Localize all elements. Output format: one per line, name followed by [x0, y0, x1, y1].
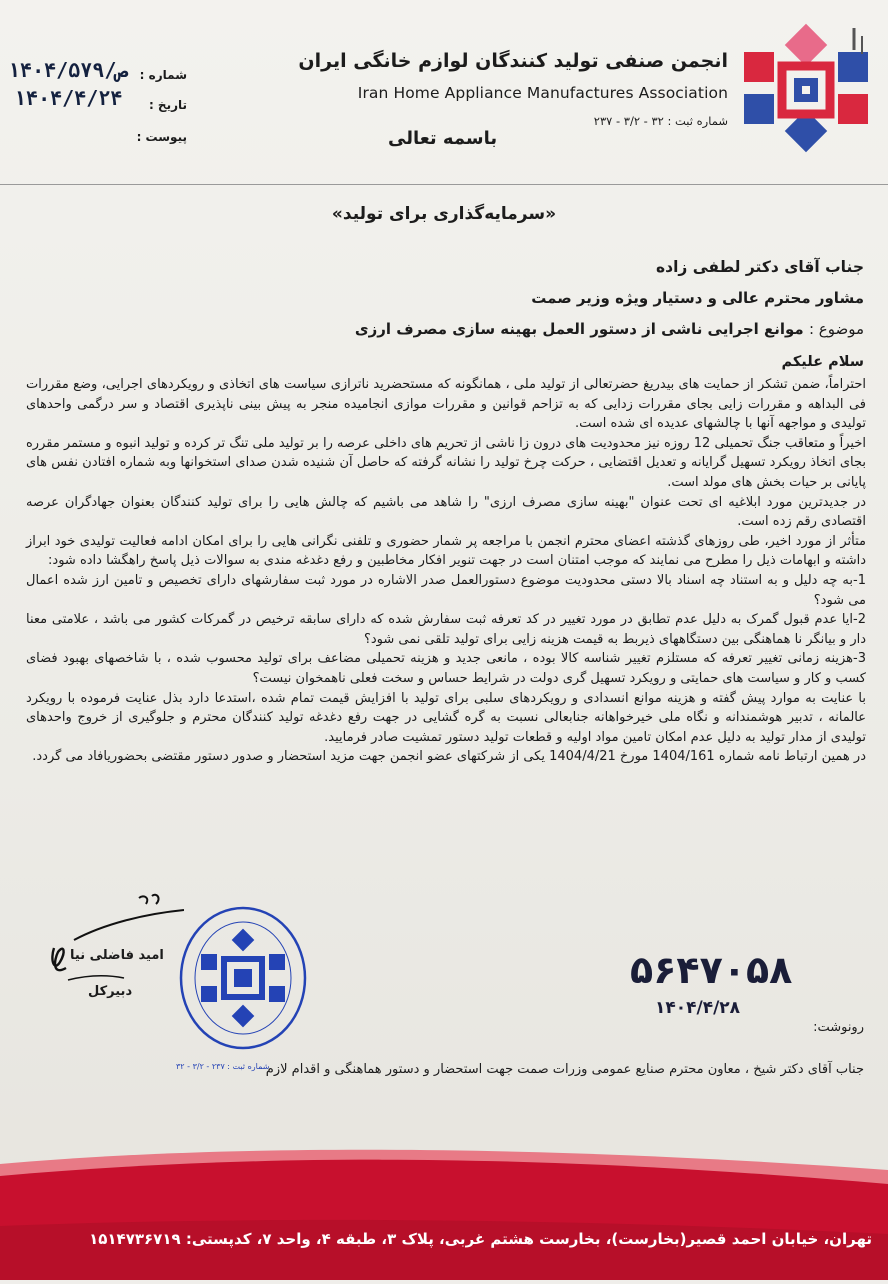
stamp-caption: شماره ثبت : ۲۳۷ - ۳/۲ - ۳۲: [176, 1062, 270, 1071]
cc-label: رونوشت:: [813, 1020, 864, 1035]
greeting: سلام علیکم: [781, 354, 864, 370]
body-paragraph-request: با عنایت به موارد پیش گفته و هزینه موانع انسدادی و رویکردهای سلبی برای تولید با افزایش قیمت تمام شده ،استدعا دارد بذل عنایت فرموده با رویکرد عالمانه ، تدبیر هوشمندانه و نگاه ملی خیرخواهانه جنابعالی نسبت به گره گشایی در جهت رفع دغدغه تولید کنندگان محترم و جلوگیری از خروج واحدهای تولیدی از مدار تولید به دلیل عدم امکان تامین مواد اولیه و قطعات تولید دستور تمشیت صادر فرمایید.: [26, 690, 866, 745]
subject-label: موضوع :: [808, 320, 864, 338]
cc-text: جناب آقای دکتر شیخ ، معاون محترم صنایع عمومی وزرات صمت جهت استحضار و دستور هماهنگی و اقدام لازم: [265, 1062, 864, 1077]
attachment-label: پیوست :: [136, 130, 187, 144]
registration-number: [594, 114, 728, 128]
body-paragraph-attachment: در همین ارتباط نامه شماره 1404/161 مورخ 1404/4/21 یکی از شرکتهای عضو انجمن جهت مزید استحضار و صدور دستور مقتضی بحضوریافاد می گردد.: [32, 749, 866, 765]
official-stamp: [168, 898, 318, 1078]
year-slogan: «سرمایه‌گذاری برای تولید»: [331, 204, 557, 224]
body-question-2: 2-ایا عدم قبول گمرک به دلیل عدم تطابق در مورد تغییر در کد تعرفه ثبت سفارش شده که دارای سابقه ترخیص در گمرکات کشور می باشد ، علامتی معنا دار و بیانگر نا هماهنگی بین دستگاههای ذیربط به قیمت هزینه زایی برای تولید تلقی نمی شود؟: [26, 612, 866, 647]
org-name-fa: انجمن صنفی تولید کنندگان لوازم خانگی ایران: [298, 50, 728, 72]
body-paragraph-directive: در جدیدترین مورد ابلاغیه ای تحت عنوان "بهینه سازی مصرف ارزی" را شاهد می باشیم که چالش هایی را برای تولید کنندگان بعنوان جهادگران عرصه اقتصادی رقم زده است.: [26, 494, 866, 530]
received-number: ۵۶۴۷۰۵۸: [630, 948, 793, 992]
body-paragraph-war: اخیراً و متعاقب جنگ تحمیلی 12 روزه نیز محدودیت های درون زا ناشی از تحریم های داخلی عرصه را بر تولید ملی تنگ تر کرده و تولید انبوه و مستمر مقرره بجای اتخاذ رویکرد تسهیل گرایانه و تعدیل اقتضایی ، حرکت چرخ تولید را نشانه گرفته که حاصل آن شنیده شدن صدای استخوانها وبه شماره افتادن نفس های پایانی بر حیات بخش های مولد است.: [26, 435, 866, 490]
footer-band: [0, 1140, 888, 1280]
body-paragraph-intro: احتراماً، ضمن تشکر از حمایت های بیدریغ حضرتعالی از تولید ملی ، همانگونه که مستحضرید ناترازی سیاست های اتخاذی و رویکردهای اجرایی، وضع مقررات فی البداهه و مقررات زایی بجای مقررات زدایی که به تزاحم قوانین و مقررات موازی انجامیده منجر به پیش بینی ناپذیری اقتصاد و سر درگمی واحدهای تولیدی و مواجهه آنها با چالشهای عدیده ای شده است.: [26, 377, 866, 432]
signatory-name: امید فاضلی نیا: [70, 948, 164, 963]
org-name-en: Iran Home Appliance Manufactures Association: [357, 84, 728, 102]
number-value: ۱۴۰۴/ص/۵۷۹: [8, 58, 129, 82]
footer-address: تهران، خیابان احمد قصیر(بخارست)، بخارست هشتم غربی، پلاک ۳، طبقه ۴، واحد ۷، کدپستی: ۱۵۱۴۷۳۶۷۱۹: [89, 1230, 872, 1248]
letter-body: [26, 375, 866, 767]
body-question-1: 1-به چه دلیل و به استناد چه اسناد بالا دستی محدودیت موضوع دستورالعمل صدر الاشاره در مورد ثبت سفارشهای دارای تخصیص و تامین ارز شده اعمال می شود؟: [26, 572, 866, 608]
registration-value: ۳۲ - ۳/۲ - ۲۳۷: [593, 114, 664, 128]
date-label: تاریخ :: [148, 98, 187, 112]
number-label: شماره :: [139, 68, 187, 82]
registration-label: شماره ثبت :: [667, 114, 728, 128]
letter-meta: [8, 58, 193, 148]
body-paragraph-members: متأثر از مورد اخیر، طی روزهای گذشته اعضای محترم انجمن با مراجعه پر شمار حضوری و تلفنی نگرانی هایی را برای امکان ادامه فعالیت تولیدی خود ابراز داشته و ابهامات ذیل را مطرح می نمایند که موجب امتنان است در جهت تنویر افکار مخاطبین و رفع دغدغه مندی به سوالات ذیل پاسخ راهگشا داده شود:: [26, 533, 866, 569]
addressee-title: مشاور محترم عالی و دستیار ویژه وزیر صمت: [531, 289, 864, 307]
header-divider: [0, 184, 888, 185]
association-logo: [742, 22, 870, 154]
signatory-role: دبیرکل: [88, 984, 133, 999]
subject-line: [355, 320, 864, 338]
basmala: باسمه تعالی: [388, 128, 498, 149]
received-date: ۱۴۰۴/۴/۲۸: [655, 998, 741, 1018]
subject-text: موانع اجرایی ناشی از دستور العمل بهینه سازی مصرف ارزی: [354, 320, 804, 338]
date-value: ۱۴۰۴/۴/۲۴: [14, 86, 123, 110]
addressee: جناب آقای دکتر لطفی زاده: [655, 258, 864, 276]
body-question-3: 3-هزینه زمانی تغییر تعرفه که مستلزم تغییر شناسه کالا بوده ، مانعی جدید و هزینه تحمیلی مضاعف برای تولید محسوب شده ، با شاخصهای بهبود فضای کسب و کار و سیاست های حمایتی و رویکرد تسهیل گری دولت در شرایط حساس و سخت فعلی ناهمخوان نیست؟: [26, 651, 866, 686]
